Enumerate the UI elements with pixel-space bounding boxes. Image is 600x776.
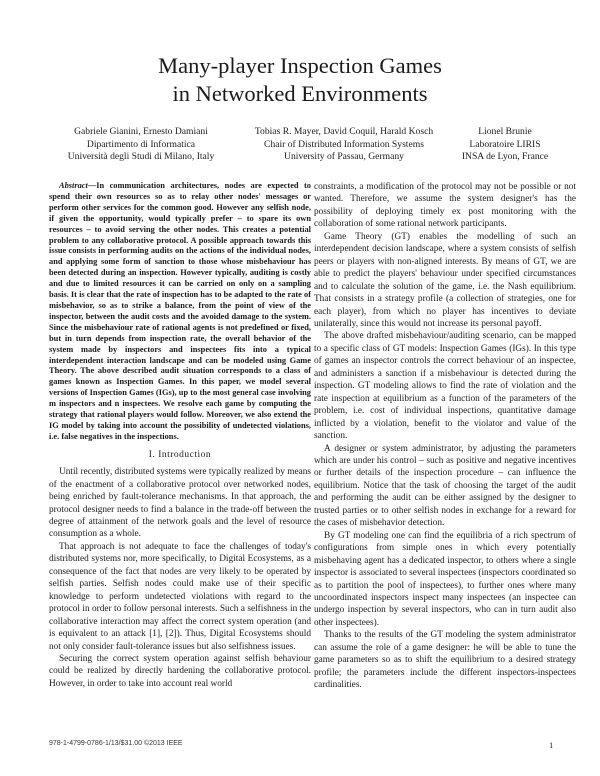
paragraph: constraints, a modification of the protocol may not be possible or not wanted. Therefore, we assume the system designer's has the possibility of deploying timely ex post monitoring with the collaboration of some rational network participants. xyxy=(314,182,576,230)
author-names: Lionel Brunie xyxy=(478,126,532,137)
section-heading-introduction: I. Introduction xyxy=(148,449,212,460)
paragraph: Thanks to the results of the GT modeling the system administrator can assume the role of a game designer: he will be able to tune the game parameters so as to shift the equilibrium to a desired strategy profile; the parameters include the different inspectors-inspectees cardinalities. xyxy=(314,630,576,691)
paper-title xyxy=(0,52,600,108)
author-department: Dipartimento di Informatica xyxy=(86,138,196,150)
title-line-2: in Networked Environments xyxy=(172,81,428,106)
author-department: Laboratoire LIRIS xyxy=(469,138,541,150)
paragraph: A designer or system administrator, by adjusting the parameters which are under his control – such as positive and negative incentives or further details of the inspection procedure – can influence the equilibrium. Notice that the task of choosing the target of the audit and performing the audit can be either assigned by the designer to trusted parties or to other selfish nodes in exchange for a reward for the cases of misbehavior detection. xyxy=(314,443,576,529)
author-institution: INSA de Lyon, France xyxy=(461,151,549,162)
copyright-footer: 978-1-4799-0786-1/13/$31.00 ©2013 IEEE xyxy=(49,740,183,747)
author-block-passau xyxy=(229,126,459,164)
author-institution: Università degli Studi di Milano, Italy xyxy=(67,151,215,162)
right-column-body xyxy=(314,181,576,692)
left-column xyxy=(49,181,311,690)
title-line-1: Many-player Inspection Games xyxy=(158,53,442,78)
page-number: 1 xyxy=(549,740,554,750)
abstract xyxy=(49,181,311,443)
introduction-body xyxy=(49,466,311,690)
paragraph: Game Theory (GT) enables the modelling of such an interdependent decision landscape, where a system consists of selfish peers or players with non-aligned interests. By means of GT, we are able to predict the players' behaviour under specified circumstances and to calculate the solution of the game, i.e. the Nash equilibrium. That consists in a strategy profile (a collection of strategies, one for each player), from which no player has incentives to deviate unilaterally, since this would not increase its personal payoff. xyxy=(314,231,576,329)
right-column xyxy=(314,181,576,692)
author-institution: University of Passau, Germany xyxy=(284,151,404,162)
author-block-milano xyxy=(46,126,236,164)
author-names: Gabriele Gianini, Ernesto Damiani xyxy=(74,126,208,137)
abstract-lead: Abstract xyxy=(59,181,88,190)
author-block-lyon xyxy=(450,126,560,164)
paragraph: That approach is not adequate to face the challenges of today's distributed systems nor, more specifically, to Digital Ecosystems, as a consequence of the fact that nodes are very likely to be operated by selfish parties. Selfish nodes could make use of their specific knowledge to perform undetected violations with regard to the protocol in order to follow personal interests. Such a selfishness in the collaborative interaction may affect the correct system operation (and is equivalent to an attack [1], [2]). Thus, Digital Ecosystems should not only consider fault-tolerance issues but also selfishness issues. xyxy=(49,541,311,652)
paragraph: By GT modeling one can find the equilibria of a rich spectrum of configurations from simple ones in which every potentially misbehaving agent has a dedicated inspector, to others where a single inspector is associated to several inspectees (inspectors coordinated so as to partition the pool of inspectees), to further ones where many uncoordinated inspectors inspect many inspectees (an inspectee can undergo inspection by several inspectors, who can in turn audit also other inspectees). xyxy=(314,530,576,628)
author-names: Tobias R. Mayer, David Coquil, Harald Kosch xyxy=(254,126,434,137)
paragraph: The above drafted misbehaviour/auditing scenario, can be mapped to a specific class of GT models: Inspection Games (IGs). In this type of games an inspector controls the correct behaviour of an inspectee, and administers a sanction if a misbehaviour is detected during the inspection. GT modeling allows to find the rate of violation and the rate inspection at equilibrium as a function of the parameters of the problem, i.e. cost of individual inspections, quantitative damage inflicted by a violation, benefit to the violator and value of the sanction. xyxy=(314,331,576,442)
abstract-text: —In communication architectures, nodes are expected to spend their own resources so as to relay other nodes' messages or perform other services for the common good. However any selfish node, if given the opportunity, would typically prefer – to spare its own resources – to avoid serving the other nodes. This creates a potential problem to any collaborative protocol. A possible approach towards this issue consists in performing audits on the actions of the individual nodes, and applying some form of sanction to those whose misbehaviour has been detected during an inspection. However typically, auditing is costly and due to limited resources it can be carried on only on a sampling basis. It is clear that the rate of inspection has to be adapted to the rate of misbehavior, so as to strike a balance, from the point of view of the inspector, between the audit costs and the avoided damage to the system. Since the misbehaviour rate of rational agents is not predefined or fixed, but in turn depends from inspection rate, the overall behavior of the system made by inspectors and inspectees fits into a typical interdependent interaction landscape and can be modeled using Game Theory. The above described audit situation corresponds to a class of games known as Inspection Games. In this paper, we model several versions of Inspection Games (IGs), up to the most general case involving m inspectors and n inspectees. We resolve each game by computing the strategy that rational players would follow. Moreover, we also extend the IG model by taking into account the possibility of undetected violations, i.e. false negatives in the inspections. xyxy=(49,181,311,441)
paragraph: Securing the correct system operation against selfish behaviour could be realized by directly hardening the collaborative protocol. However, in order to take into account real world xyxy=(49,654,311,689)
paragraph: Until recently, distributed systems were typically realized by means of the enactment of a collaborative protocol over networked nodes, being enriched by fault-tolerance mechanisms. In that approach, the protocol designer needs to find a balance in the trade-off between the degree of attainment of the network goals and the level of resource consumption as a whole. xyxy=(49,467,311,540)
author-department: Chair of Distributed Information Systems xyxy=(264,138,424,150)
